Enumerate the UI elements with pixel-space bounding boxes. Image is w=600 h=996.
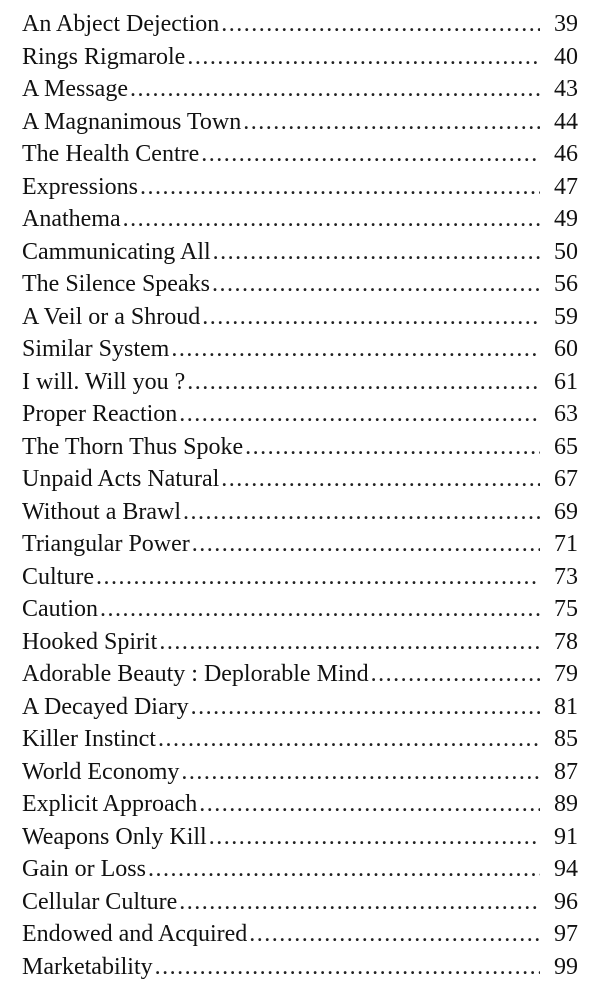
- toc-entry-title: Adorable Beauty : Deplorable Mind: [22, 661, 369, 687]
- toc-entry-page: 44: [554, 108, 578, 135]
- toc-entry-page: 79: [554, 661, 578, 687]
- toc-entry-page: 47: [554, 173, 578, 200]
- toc-entry-title: Weapons Only Kill: [22, 823, 207, 850]
- toc-dot-leader: [159, 626, 540, 659]
- toc-entry-page: 61: [554, 368, 578, 395]
- toc-dot-leader: [181, 756, 540, 789]
- toc-entry: [22, 463, 578, 496]
- toc-dot-leader: [187, 41, 540, 74]
- toc-entry: [22, 821, 578, 854]
- toc-dot-leader: [201, 138, 540, 171]
- toc-dot-leader: [171, 333, 540, 366]
- toc-dot-leader: [179, 398, 540, 431]
- toc-entry: [22, 951, 578, 984]
- toc-entry-title: Triangular Power: [22, 531, 190, 557]
- toc-entry: [22, 723, 578, 756]
- toc-entry: [22, 171, 578, 204]
- toc-entry-title: A Magnanimous Town: [22, 108, 242, 135]
- toc-entry-title: An Abject Dejection: [22, 11, 220, 37]
- toc-entry-title: Caution: [22, 596, 98, 622]
- toc-entry: [22, 626, 578, 659]
- toc-dot-leader: [179, 886, 540, 919]
- toc-dot-leader: [202, 301, 540, 334]
- toc-entry-page: 46: [554, 141, 578, 167]
- toc-entry-title: Killer Instinct: [22, 726, 156, 752]
- toc-dot-leader: [192, 528, 540, 561]
- toc-entry-page: 49: [554, 206, 578, 232]
- toc-entry: [22, 756, 578, 789]
- toc-entry: [22, 788, 578, 821]
- toc-entry-page: 39: [554, 11, 578, 37]
- toc-entry: [22, 366, 578, 399]
- toc-dot-leader: [213, 236, 540, 269]
- toc-entry-title: Cellular Culture: [22, 888, 178, 915]
- toc-entry-page: 97: [554, 921, 578, 947]
- toc-entry-page: 40: [554, 43, 578, 70]
- toc-entry-title: A Veil or a Shroud: [22, 303, 201, 330]
- toc-entry: [22, 918, 578, 951]
- toc-entry: [22, 431, 578, 464]
- toc-dot-leader: [148, 853, 540, 886]
- toc-dot-leader: [191, 691, 540, 724]
- toc-entry-page: 59: [554, 303, 578, 330]
- toc-entry-title: I will. Will you ?: [22, 368, 186, 395]
- toc-entry: [22, 138, 578, 171]
- toc-entry-page: 99: [554, 953, 578, 980]
- toc-entry-title: World Economy: [22, 758, 180, 785]
- table-of-contents: [22, 8, 578, 983]
- toc-entry: [22, 236, 578, 269]
- toc-dot-leader: [245, 431, 540, 464]
- toc-entry-page: 56: [554, 271, 578, 297]
- toc-entry-page: 85: [554, 726, 578, 752]
- toc-dot-leader: [123, 203, 540, 236]
- toc-entry-title: Expressions: [22, 173, 138, 200]
- toc-entry-title: Rings Rigmarole: [22, 43, 186, 70]
- toc-entry: [22, 691, 578, 724]
- toc-dot-leader: [221, 8, 540, 41]
- toc-entry-title: Endowed and Acquired: [22, 921, 248, 947]
- toc-entry-title: Similar System: [22, 336, 170, 362]
- toc-entry: [22, 8, 578, 41]
- toc-dot-leader: [130, 73, 540, 106]
- toc-entry-page: 71: [554, 531, 578, 557]
- toc-entry-title: Proper Reaction: [22, 401, 178, 427]
- toc-entry-page: 63: [554, 401, 578, 427]
- toc-dot-leader: [183, 496, 540, 529]
- toc-entry: [22, 886, 578, 919]
- toc-entry-page: 94: [554, 856, 578, 882]
- toc-entry-page: 50: [554, 238, 578, 265]
- toc-dot-leader: [96, 561, 540, 594]
- toc-entry: [22, 73, 578, 106]
- toc-entry-title: Unpaid Acts Natural: [22, 466, 220, 492]
- toc-dot-leader: [158, 723, 540, 756]
- toc-entry-page: 89: [554, 791, 578, 817]
- toc-dot-leader: [221, 463, 540, 496]
- toc-entry-title: Gain or Loss: [22, 856, 146, 882]
- toc-dot-leader: [371, 658, 540, 691]
- toc-entry-title: Cammunicating All: [22, 238, 211, 265]
- toc-entry-page: 81: [554, 693, 578, 720]
- toc-entry: [22, 496, 578, 529]
- toc-entry-page: 60: [554, 336, 578, 362]
- toc-dot-leader: [212, 268, 540, 301]
- toc-entry: [22, 561, 578, 594]
- toc-entry-page: 96: [554, 888, 578, 915]
- toc-dot-leader: [199, 788, 540, 821]
- toc-entry-title: The Thorn Thus Spoke: [22, 433, 244, 460]
- toc-entry-title: A Message: [22, 76, 128, 102]
- toc-entry: [22, 658, 578, 691]
- toc-entry-page: 91: [554, 823, 578, 850]
- toc-dot-leader: [140, 171, 540, 204]
- toc-entry-page: 65: [554, 433, 578, 460]
- toc-entry: [22, 301, 578, 334]
- toc-entry: [22, 853, 578, 886]
- toc-entry: [22, 398, 578, 431]
- toc-entry: [22, 333, 578, 366]
- toc-dot-leader: [209, 821, 540, 854]
- toc-entry-page: 67: [554, 466, 578, 492]
- toc-entry: [22, 528, 578, 561]
- toc-entry: [22, 268, 578, 301]
- toc-entry-title: Explicit Approach: [22, 791, 198, 817]
- toc-entry-page: 75: [554, 596, 578, 622]
- toc-entry: [22, 41, 578, 74]
- toc-entry-page: 87: [554, 758, 578, 785]
- toc-entry-page: 43: [554, 76, 578, 102]
- toc-entry-page: 78: [554, 628, 578, 655]
- toc-entry: [22, 593, 578, 626]
- toc-dot-leader: [100, 593, 540, 626]
- toc-entry-title: Anathema: [22, 206, 121, 232]
- toc-entry-title: The Health Centre: [22, 141, 200, 167]
- toc-entry-title: The Silence Speaks: [22, 271, 210, 297]
- toc-entry-title: Culture: [22, 563, 94, 590]
- toc-dot-leader: [249, 918, 540, 951]
- toc-entry: [22, 203, 578, 236]
- toc-entry-page: 69: [554, 498, 578, 525]
- toc-entry: [22, 106, 578, 139]
- toc-entry-title: Hooked Spirit: [22, 628, 158, 655]
- toc-entry-page: 73: [554, 563, 578, 590]
- toc-dot-leader: [155, 951, 540, 984]
- toc-entry-title: Without a Brawl: [22, 498, 181, 525]
- toc-entry-title: A Decayed Diary: [22, 693, 189, 720]
- toc-dot-leader: [187, 366, 540, 399]
- toc-dot-leader: [243, 106, 540, 139]
- toc-entry-title: Marketability: [22, 953, 153, 980]
